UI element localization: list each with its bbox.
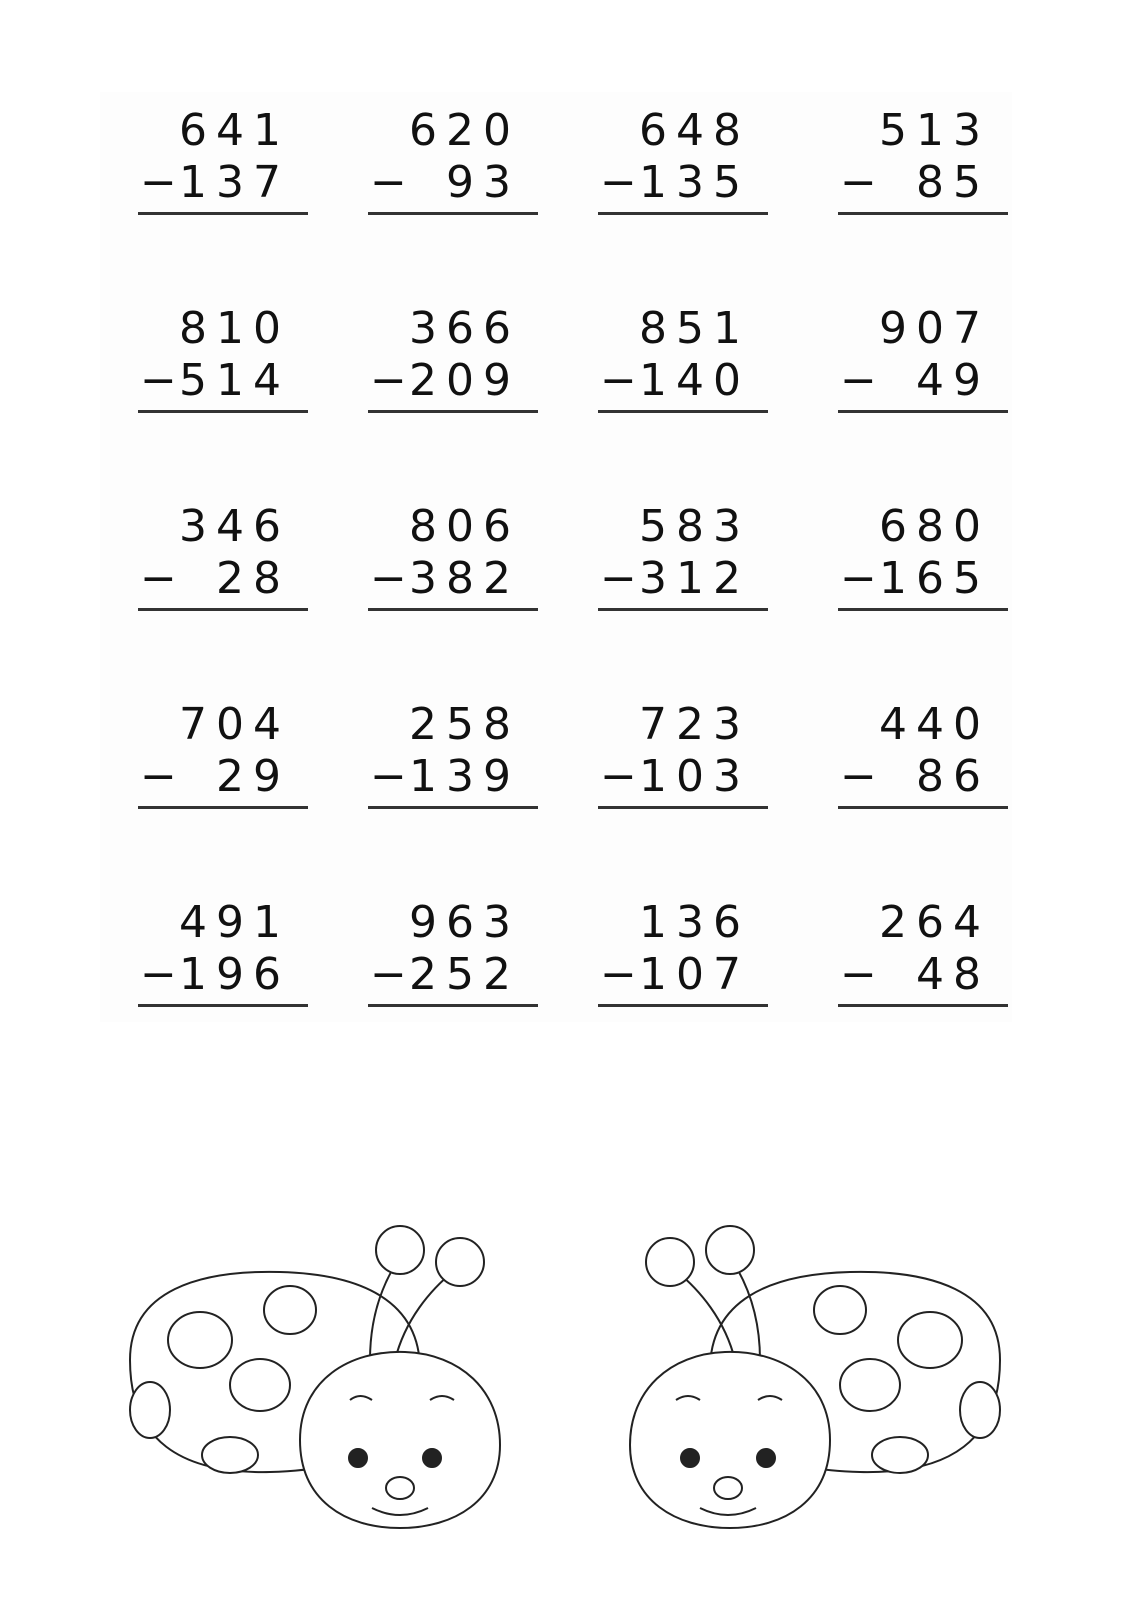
subtrahend: 382 (409, 553, 520, 604)
ladybug-illustration (0, 1210, 1131, 1600)
minus-sign: − (140, 355, 177, 406)
subtraction-grid (100, 92, 1012, 1022)
minus-sign: − (370, 157, 407, 208)
subtraction-problem (838, 290, 1008, 420)
answer-line (368, 1004, 538, 1007)
answer-line (138, 212, 308, 215)
minus-sign: − (840, 949, 877, 1000)
subtrahend: 28 (216, 553, 290, 604)
subtraction-problem (138, 884, 308, 1014)
minus-sign: − (600, 355, 637, 406)
minuend: 366 (409, 303, 520, 354)
minuend: 513 (879, 105, 990, 156)
subtraction-problem (138, 290, 308, 420)
worksheet (100, 92, 1012, 1022)
minus-sign: − (600, 157, 637, 208)
answer-line (598, 608, 768, 611)
subtrahend: 140 (639, 355, 750, 406)
answer-line (138, 608, 308, 611)
minus-sign: − (370, 355, 407, 406)
answer-line (598, 806, 768, 809)
subtraction-problem (838, 884, 1008, 1014)
minuend: 258 (409, 699, 520, 750)
minus-sign: − (370, 751, 407, 802)
answer-line (838, 212, 1008, 215)
answer-line (368, 212, 538, 215)
answer-line (138, 806, 308, 809)
minuend: 440 (879, 699, 990, 750)
subtraction-problem (368, 488, 538, 618)
minuend: 851 (639, 303, 750, 354)
subtraction-problem (138, 686, 308, 816)
answer-line (838, 608, 1008, 611)
answer-line (368, 806, 538, 809)
right-ladybug-icon (630, 1226, 1000, 1528)
minuend: 648 (639, 105, 750, 156)
minus-sign: − (600, 751, 637, 802)
subtraction-problem (138, 92, 308, 222)
answer-line (368, 608, 538, 611)
minuend: 963 (409, 897, 520, 948)
minuend: 583 (639, 501, 750, 552)
minuend: 264 (879, 897, 990, 948)
minuend: 346 (179, 501, 290, 552)
minuend: 723 (639, 699, 750, 750)
subtrahend: 85 (916, 157, 990, 208)
subtrahend: 312 (639, 553, 750, 604)
subtrahend: 29 (216, 751, 290, 802)
minus-sign: − (600, 553, 637, 604)
minuend: 680 (879, 501, 990, 552)
subtrahend: 139 (409, 751, 520, 802)
answer-line (138, 1004, 308, 1007)
subtrahend: 252 (409, 949, 520, 1000)
subtrahend: 107 (639, 949, 750, 1000)
answer-line (598, 212, 768, 215)
subtraction-problem (838, 92, 1008, 222)
minus-sign: − (140, 553, 177, 604)
minuend: 810 (179, 303, 290, 354)
subtraction-problem (838, 488, 1008, 618)
answer-line (138, 410, 308, 413)
minus-sign: − (840, 553, 877, 604)
subtrahend: 93 (446, 157, 520, 208)
minus-sign: − (600, 949, 637, 1000)
minus-sign: − (840, 751, 877, 802)
subtraction-problem (368, 884, 538, 1014)
minus-sign: − (140, 949, 177, 1000)
minuend: 136 (639, 897, 750, 948)
subtrahend: 209 (409, 355, 520, 406)
subtraction-problem (598, 92, 768, 222)
answer-line (838, 1004, 1008, 1007)
minuend: 641 (179, 105, 290, 156)
subtrahend: 86 (916, 751, 990, 802)
subtraction-problem (368, 686, 538, 816)
answer-line (838, 410, 1008, 413)
answer-line (838, 806, 1008, 809)
subtrahend: 514 (179, 355, 290, 406)
subtrahend: 137 (179, 157, 290, 208)
subtraction-problem (368, 92, 538, 222)
minuend: 620 (409, 105, 520, 156)
subtraction-problem (598, 290, 768, 420)
minus-sign: − (140, 157, 177, 208)
subtrahend: 48 (916, 949, 990, 1000)
subtrahend: 135 (639, 157, 750, 208)
minus-sign: − (140, 751, 177, 802)
answer-line (598, 1004, 768, 1007)
subtraction-problem (598, 686, 768, 816)
subtraction-problem (368, 290, 538, 420)
minus-sign: − (370, 553, 407, 604)
minuend: 491 (179, 897, 290, 948)
subtrahend: 49 (916, 355, 990, 406)
subtraction-problem (598, 884, 768, 1014)
subtrahend: 196 (179, 949, 290, 1000)
subtrahend: 165 (879, 553, 990, 604)
subtrahend: 103 (639, 751, 750, 802)
subtraction-problem (598, 488, 768, 618)
subtraction-problem (138, 488, 308, 618)
answer-line (598, 410, 768, 413)
minuend: 704 (179, 699, 290, 750)
minuend: 907 (879, 303, 990, 354)
subtraction-problem (838, 686, 1008, 816)
minus-sign: − (840, 355, 877, 406)
minus-sign: − (840, 157, 877, 208)
minuend: 806 (409, 501, 520, 552)
minus-sign: − (370, 949, 407, 1000)
answer-line (368, 410, 538, 413)
left-ladybug-icon (130, 1226, 500, 1528)
